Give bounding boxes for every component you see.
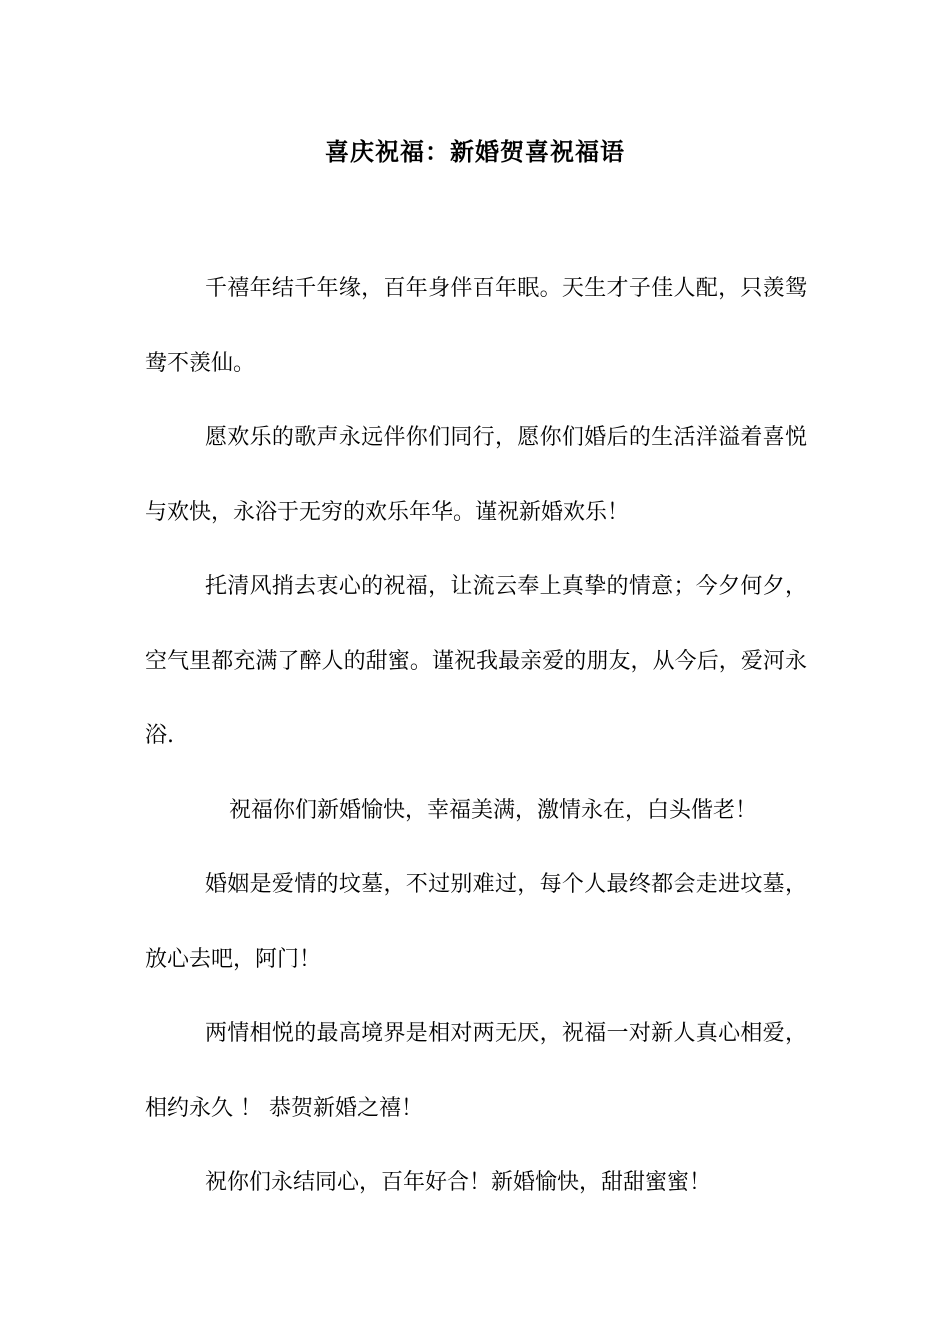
document-body <box>145 252 807 1221</box>
paragraph-6: 两情相悦的最高境界是相对两无厌，祝福一对新人真心相爱，相约永久 ！ 恭贺新婚之禧！ <box>145 1021 807 1121</box>
paragraph-5: 婚姻是爱情的坟墓，不过别难过，每个人最终都会走进坟墓，放心去吧，阿门！ <box>145 872 807 972</box>
paragraph-7: 祝你们永结同心，百年好合！新婚愉快，甜甜蜜蜜！ <box>205 1170 712 1195</box>
paragraph-4: 祝福你们新婚愉快，幸福美满，激情永在，白头偕老！ <box>229 797 758 823</box>
paragraph-3: 托清风捎去衷心的祝福，让流云奉上真挚的情意；今夕何夕，空气里都充满了醉人的甜蜜。谨祝我最亲爱的朋友，从今后，爱河永浴. <box>145 574 807 748</box>
document-title: 喜庆祝福：新婚贺喜祝福语 <box>325 137 625 166</box>
paragraph-2: 愿欢乐的歌声永远伴你们同行，愿你们婚后的生活洋溢着喜悦与欢快，永浴于无穷的欢乐年华。谨祝新婚欢乐！ <box>145 425 807 525</box>
paragraph-1: 千禧年结千年缘，百年身伴百年眠。天生才子佳人配，只羡鸳鸯不羡仙。 <box>145 276 807 376</box>
